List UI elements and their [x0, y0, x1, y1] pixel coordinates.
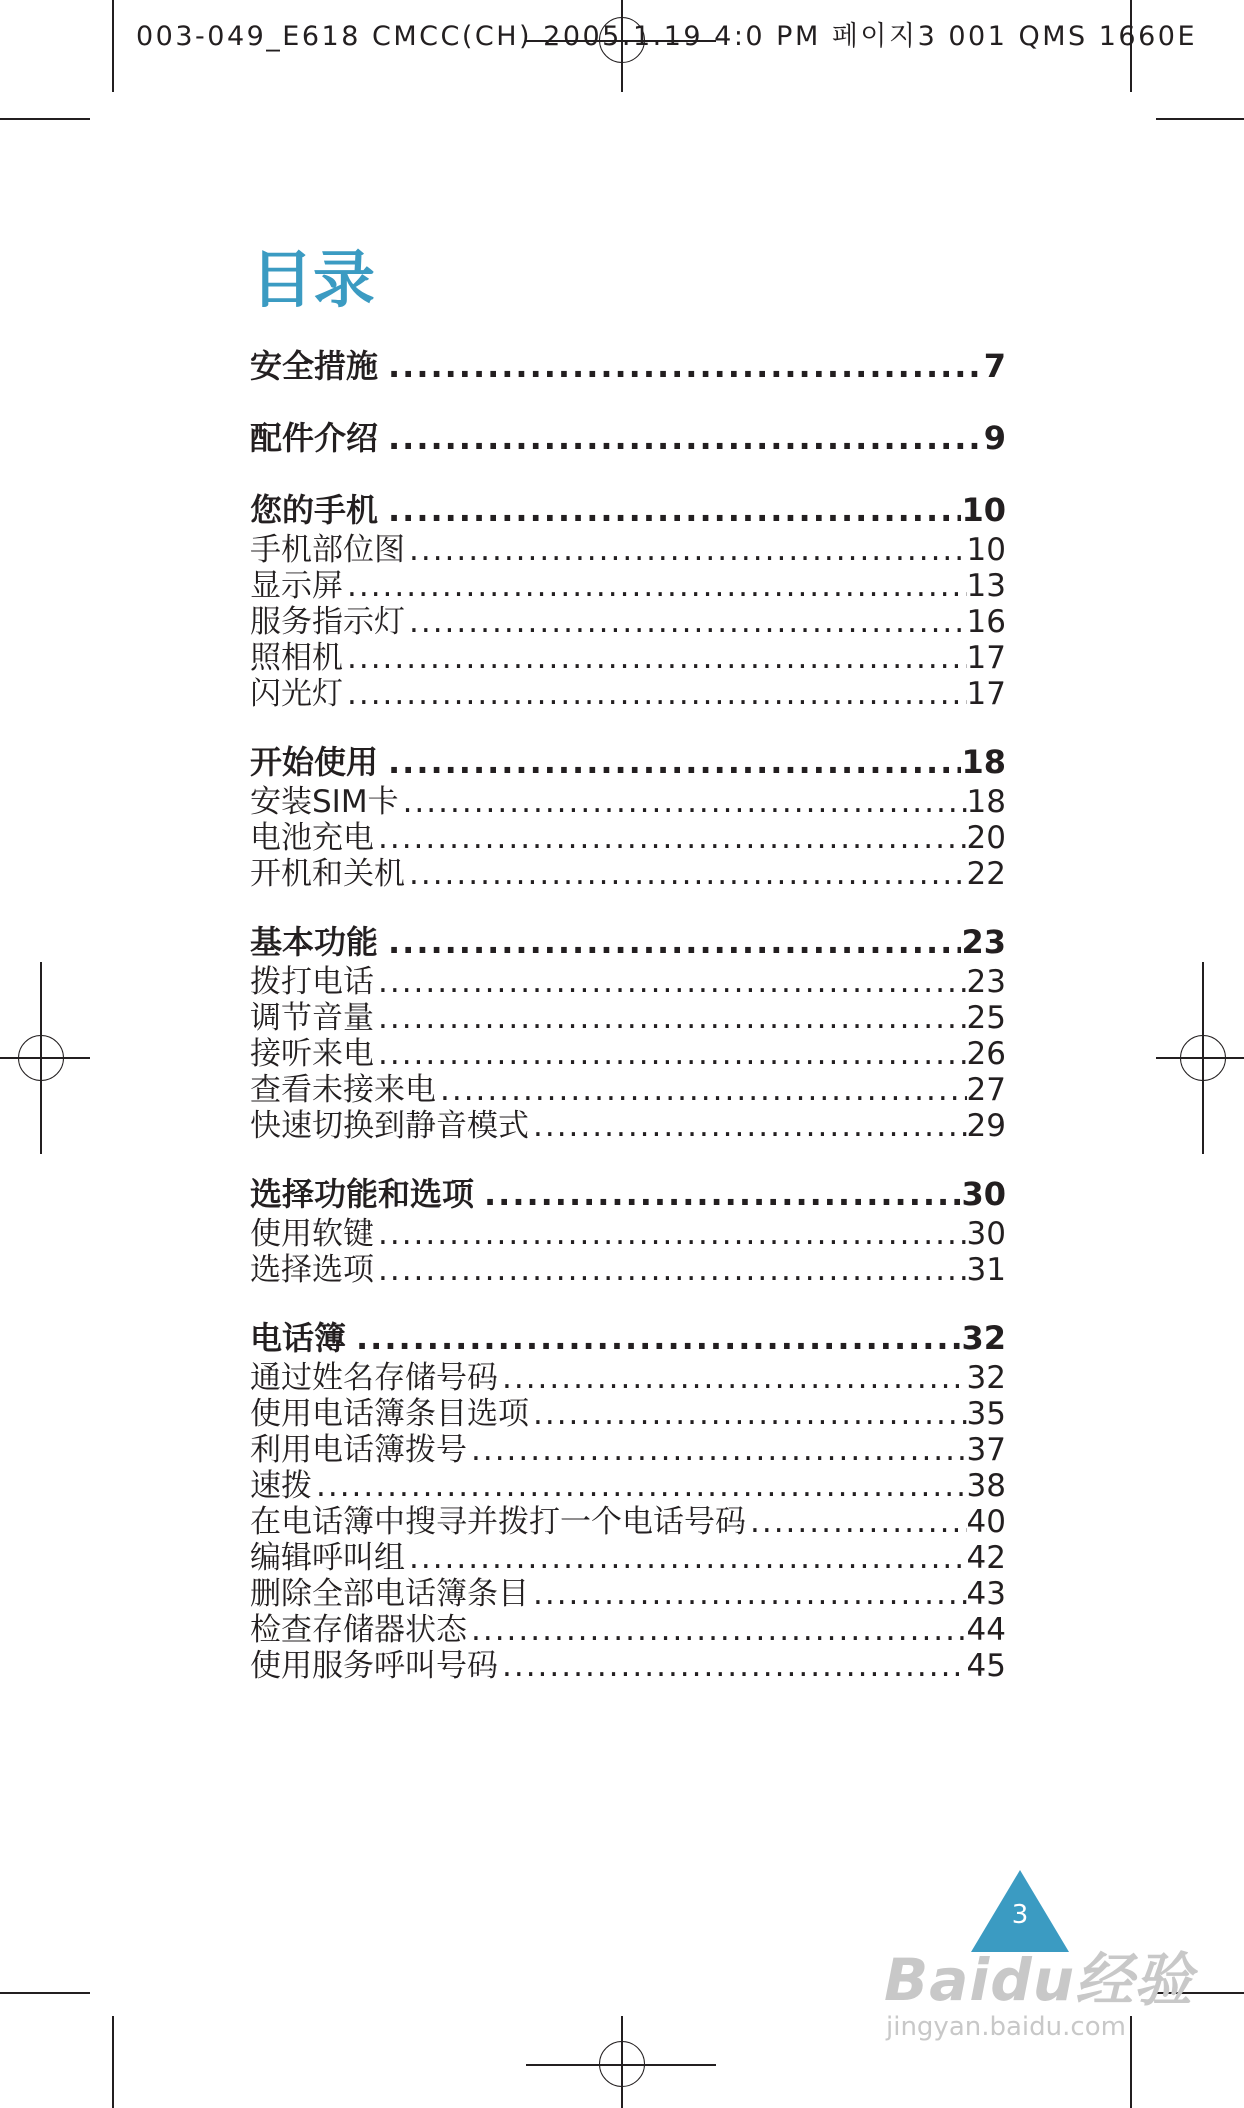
leader-dots	[471, 1432, 967, 1468]
toc-heading-page: 23	[961, 923, 1006, 961]
toc-entry-page: 22	[966, 856, 1006, 892]
toc-entry[interactable]	[250, 1576, 1006, 1612]
toc-entry[interactable]	[250, 1036, 1006, 1072]
toc-entry-label: 使用软键	[250, 1216, 374, 1252]
leader-dots	[471, 1612, 967, 1648]
crop-mark	[112, 0, 114, 92]
toc-entry[interactable]	[250, 1540, 1006, 1576]
toc-section	[250, 1316, 1006, 1684]
leader-dots	[502, 1360, 967, 1396]
toc-entry-page: 18	[966, 784, 1006, 820]
leader-dots	[347, 568, 967, 604]
toc-entry-label: 使用电话簿条目选项	[250, 1396, 529, 1432]
toc-entry-label: 开机和关机	[250, 856, 405, 892]
toc-entry-page: 44	[966, 1612, 1006, 1648]
toc-entry-label: 查看未接来电	[250, 1072, 436, 1108]
toc-entry-label: 通过姓名存储号码	[250, 1360, 498, 1396]
leader-dots	[533, 1108, 967, 1144]
toc-heading[interactable]	[250, 740, 1006, 784]
leader-dots	[388, 416, 984, 460]
leader-dots	[378, 1036, 967, 1072]
leader-dots	[316, 1468, 967, 1504]
toc-entry-page: 40	[966, 1504, 1006, 1540]
toc-entry[interactable]	[250, 964, 1006, 1000]
toc-section	[250, 1172, 1006, 1288]
toc-entry[interactable]	[250, 1360, 1006, 1396]
toc-entry-page: 13	[966, 568, 1006, 604]
toc-heading-page: 18	[961, 743, 1006, 781]
toc-entry-label: 拨打电话	[250, 964, 374, 1000]
toc-heading-page: 7	[983, 347, 1006, 385]
crop-mark	[1156, 118, 1244, 120]
leader-dots	[533, 1576, 967, 1612]
toc-heading-title: 选择功能和选项	[250, 1175, 475, 1213]
toc-entry-label: 快速切换到静音模式	[250, 1108, 529, 1144]
toc-entry-label: 删除全部电话簿条目	[250, 1576, 529, 1612]
table-of-contents	[250, 344, 1006, 1712]
toc-heading[interactable]	[250, 488, 1006, 532]
toc-entry-page: 27	[966, 1072, 1006, 1108]
toc-entry[interactable]	[250, 784, 1006, 820]
toc-heading[interactable]	[250, 1316, 1006, 1360]
leader-dots	[403, 784, 967, 820]
toc-entry-label: 照相机	[250, 640, 343, 676]
toc-heading-page: 10	[961, 491, 1006, 529]
toc-heading-title: 基本功能	[250, 923, 379, 961]
toc-heading-title: 配件介绍	[250, 419, 379, 457]
toc-entry-page: 42	[966, 1540, 1006, 1576]
toc-entry-page: 43	[966, 1576, 1006, 1612]
toc-entry-page: 38	[966, 1468, 1006, 1504]
toc-entry-page: 17	[966, 640, 1006, 676]
leader-dots	[409, 604, 967, 640]
page-title: 目录	[251, 243, 376, 316]
crop-mark	[0, 118, 90, 120]
leader-dots	[347, 640, 967, 676]
page-number: 3	[1011, 1900, 1029, 1930]
toc-section	[250, 344, 1006, 388]
toc-entry-page: 16	[966, 604, 1006, 640]
toc-heading-title: 电话簿	[250, 1319, 347, 1357]
watermark-brand: Baidu经验	[884, 1946, 1194, 2014]
crop-mark	[112, 2016, 114, 2108]
toc-entry[interactable]	[250, 568, 1006, 604]
leader-dots	[378, 820, 967, 856]
leader-dots	[533, 1396, 967, 1432]
toc-heading[interactable]	[250, 920, 1006, 964]
leader-dots	[378, 964, 967, 1000]
toc-entry-page: 23	[966, 964, 1006, 1000]
toc-entry-label: 显示屏	[250, 568, 343, 604]
toc-entry-page: 37	[966, 1432, 1006, 1468]
toc-heading-page: 30	[961, 1175, 1006, 1213]
toc-entry-page: 45	[966, 1648, 1006, 1684]
toc-entry-page: 17	[966, 676, 1006, 712]
toc-entry-page: 32	[966, 1360, 1006, 1396]
toc-heading[interactable]	[250, 416, 1006, 460]
toc-heading[interactable]	[250, 344, 1006, 388]
toc-entry[interactable]	[250, 1216, 1006, 1252]
toc-entry-label: 接听来电	[250, 1036, 374, 1072]
leader-dots	[409, 532, 967, 568]
toc-heading-title: 安全措施	[250, 347, 379, 385]
toc-entry[interactable]	[250, 1072, 1006, 1108]
toc-entry[interactable]	[250, 1468, 1006, 1504]
toc-entry-label: 利用电话簿拨号	[250, 1432, 467, 1468]
toc-entry[interactable]	[250, 604, 1006, 640]
leader-dots	[388, 740, 961, 784]
toc-entry-page: 25	[966, 1000, 1006, 1036]
leader-dots	[440, 1072, 967, 1108]
toc-entry-label: 选择选项	[250, 1252, 374, 1288]
toc-entry-label: 闪光灯	[250, 676, 343, 712]
toc-entry-label: 在电话簿中搜寻并拨打一个电话号码	[250, 1504, 746, 1540]
toc-entry-page: 29	[966, 1108, 1006, 1144]
toc-entry[interactable]	[250, 1108, 1006, 1144]
toc-entry-label: 速拨	[250, 1468, 312, 1504]
toc-entry[interactable]	[250, 640, 1006, 676]
toc-entry[interactable]	[250, 676, 1006, 712]
print-slug: 003-049_E618 CMCC(CH) 2005.1.19 4:0 PM 페이지3 001 QMS 1660E	[136, 21, 1198, 52]
toc-entry[interactable]	[250, 1432, 1006, 1468]
leader-dots	[409, 856, 967, 892]
toc-heading[interactable]	[250, 1172, 1006, 1216]
leader-dots	[378, 1000, 967, 1036]
toc-entry-label: 使用服务呼叫号码	[250, 1648, 498, 1684]
leader-dots	[409, 1540, 967, 1576]
toc-entry-page: 31	[966, 1252, 1006, 1288]
toc-entry-page: 30	[966, 1216, 1006, 1252]
toc-entry[interactable]	[250, 820, 1006, 856]
toc-section	[250, 416, 1006, 460]
leader-dots	[356, 1316, 961, 1360]
toc-entry-label: 服务指示灯	[250, 604, 405, 640]
toc-section	[250, 488, 1006, 712]
watermark	[884, 1948, 1193, 2042]
toc-entry-page: 20	[966, 820, 1006, 856]
toc-entry[interactable]	[250, 1648, 1006, 1684]
toc-entry[interactable]	[250, 532, 1006, 568]
toc-entry-label: 编辑呼叫组	[250, 1540, 405, 1576]
leader-dots	[388, 488, 961, 532]
toc-entry[interactable]	[250, 1612, 1006, 1648]
toc-entry-label: 检查存储器状态	[250, 1612, 467, 1648]
leader-dots	[388, 344, 984, 388]
toc-entry-label: 安装SIM卡	[250, 784, 399, 820]
toc-entry[interactable]	[250, 1396, 1006, 1432]
leader-dots	[484, 1172, 961, 1216]
toc-entry[interactable]	[250, 1252, 1006, 1288]
toc-entry-page: 10	[966, 532, 1006, 568]
toc-entry[interactable]	[250, 1000, 1006, 1036]
toc-entry-label: 手机部位图	[250, 532, 405, 568]
toc-entry[interactable]	[250, 856, 1006, 892]
leader-dots	[388, 920, 961, 964]
toc-section	[250, 920, 1006, 1144]
toc-entry-label: 电池充电	[250, 820, 374, 856]
leader-dots	[347, 676, 967, 712]
crop-mark	[0, 1992, 90, 1994]
toc-heading-page: 32	[961, 1319, 1006, 1357]
watermark-url: jingyan.baidu.com	[886, 2012, 1126, 2042]
leader-dots	[502, 1648, 967, 1684]
leader-dots	[378, 1252, 967, 1288]
toc-entry-page: 35	[966, 1396, 1006, 1432]
toc-section	[250, 740, 1006, 892]
toc-entry-page: 26	[966, 1036, 1006, 1072]
toc-heading-page: 9	[983, 419, 1006, 457]
leader-dots	[378, 1216, 967, 1252]
leader-dots	[750, 1504, 967, 1540]
toc-entry-label: 调节音量	[250, 1000, 374, 1036]
toc-heading-title: 您的手机	[250, 491, 379, 529]
toc-entry[interactable]	[250, 1504, 1006, 1540]
toc-heading-title: 开始使用	[250, 743, 379, 781]
